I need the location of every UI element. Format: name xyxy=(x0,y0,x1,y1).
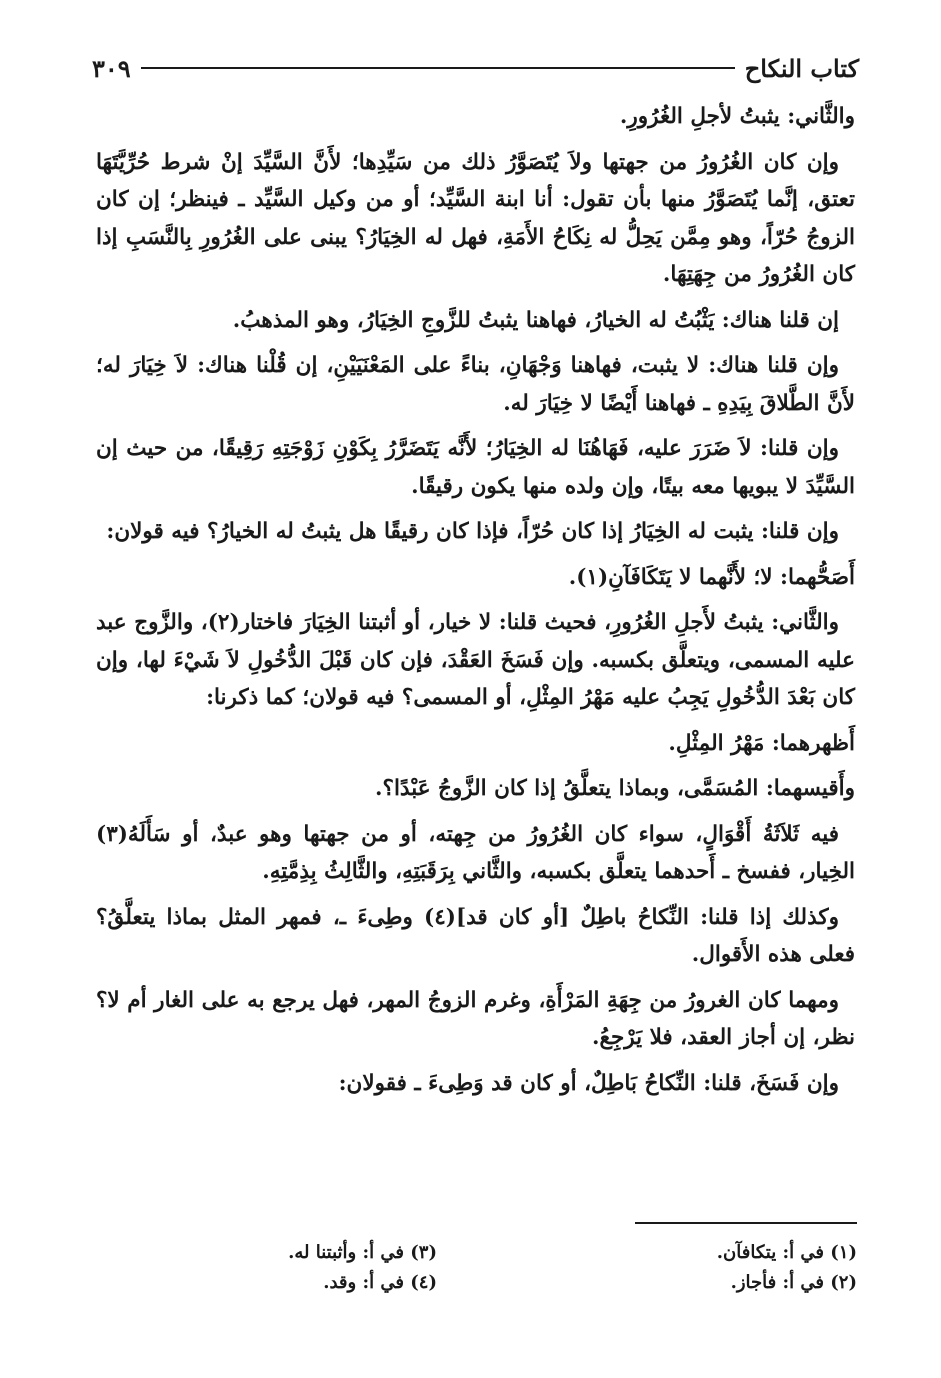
footnotes-left-column xyxy=(137,1238,437,1298)
footnote: (٣) في أ: وأثبتنا له. xyxy=(288,1242,437,1263)
paragraph: وإن فَسَخَ، قلنا: النِّكاحُ بَاطِلٌ، أو كان قد وَطِىءَ ـ فقولان: xyxy=(338,1070,839,1096)
paragraph: ومهما كان الغرورُ من جِهَةِ المَرْأَةِ، وغرم الزوجُ المهر، فهل يرجع به على الغار أم لا؟ نظر، إن أجاز العقد، فلا يَرْجِعُ. xyxy=(96,987,855,1050)
chapter-title: كتاب النكاح xyxy=(744,53,859,83)
paragraph: والثَّاني: يثبتُ لأَجلِ الغُرُورِ، فحيث قلنا: لا خيار، أو أثبتنا الخِيَارَ فاختار(٢)، والزَّوج عبد عليه المسمى، ويتعلَّق بكسبه. وإن فَسَخَ العَقْدَ، فإن كان قَبْلَ الدُّخُولِ لاَ شَيْءَ لها، وإن كان بَعْدَ الدُّخُولِ يَجِبُ عليه مَهْرُ المِثْلِ، أو المسمى؟ فيه قولان؛ كما ذكرنا: xyxy=(96,610,855,710)
paragraph: فيه ثَلاَثَةُ أَقْوَالٍ، سواء كان الغُرُورُ من جِهته، أو من جهتها وهو عبدٌ، أو سَأَلَهُ(٣) الخِيار، ففسخ ـ أَحدهما يتعلَّق بكسبه، والثَّاني بِرَقَبَتِهِ، والثَّالِثُ بِذِمَّتِهِ. xyxy=(96,821,855,884)
main-text xyxy=(96,98,855,1110)
footnote: (٤) في أ: وقد. xyxy=(323,1272,437,1293)
paragraph: وإن قلنا هناك: لا يثبت، فهاهنا وَجْهَانِ، بناءً على المَعْنَيَيْنِ، إن قُلْنا هناك: لاَ خِيَارَ له؛ لأَنَّ الطَّلاقَ بِيَدِهِ ـ فهاهنا أَيْضًا لا خِيَارَ له. xyxy=(96,353,855,416)
paragraph: أَظهرهما: مَهْرُ المِثْلِ. xyxy=(668,730,855,756)
paragraph: أَصَحُّهما: لا؛ لأَنَّهما لا يَتَكَافَآنِ(١). xyxy=(568,564,855,590)
running-header xyxy=(92,48,859,88)
paragraph: وإن كان الغُرُورُ من جهتها ولاَ يُتَصَوَّرُ ذلك من سَيِّدِها؛ لأَنَّ السَّيِّدَ إنْ شرط حُرِّيَّتَهَا تعتق، إنَّما يُتَصَوَّرُ منها بأن تقول: أنا ابنة السَّيِّد؛ أو من وكيل السَّيِّد ـ فينظر؛ إن كان الزوجُ حُرّاً، وهو مِمَّن يَحِلُّ له نِكَاحُ الأَمَةِ، فهل له الخِيَارُ؟ يبنى على الغُرُورِ بِالنَّسَبِ إذا كان الغُرُورُ من جِهَتِهَا. xyxy=(96,149,855,287)
paragraph: وأَقيسهما: المُسَمَّى، وبماذا يتعلَّقُ إذا كان الزَّوجُ عَبْدًا؟. xyxy=(375,776,855,801)
page-number: ٣٠٩ xyxy=(92,53,131,83)
footnote-separator xyxy=(635,1222,857,1224)
paragraph: والثَّاني: يثبتُ لأجلِ الغُرُورِ. xyxy=(619,104,855,129)
paragraph: إن قلنا هناك: يَثْبُتُ له الخيارُ، فهاهنا يثبتُ للزَّوجِ الخِيَارُ، وهو المذهبُ. xyxy=(232,307,839,333)
paragraph: وكذلك إذا قلنا: النِّكاحُ باطِلٌ [أو كان قد](٤) وطِىءَ ـ، فمهر المثل بماذا يتعلَّقُ؟ فعلى هذه الأَقوال. xyxy=(96,904,855,967)
paragraph: وإن قلنا: لاَ ضَرَرَ عليه، فَهَاهُنَا له الخِيَارُ؛ لأَنَّه يَتَضَرَّرُ بِكَوْنِ زَوْجَتِهِ رَقِيقًا، من حيث إن السَّيِّدَ لا يبويها معه بيتًا، وإن ولده منها يكون رقيقًا. xyxy=(96,436,855,499)
footnote: (١) في أ: يتكافآن. xyxy=(716,1242,857,1263)
paragraph: وإن قلنا: يثبت له الخِيَارُ إذا كان حُرّاً، فإذا كان رقيقًا هل يثبتُ له الخيارُ؟ فيه قولان: xyxy=(106,519,839,544)
header-rule xyxy=(141,67,735,69)
footnote: (٢) في أ: فأجاز. xyxy=(730,1272,857,1293)
footnotes xyxy=(96,1238,857,1318)
footnotes-right-column xyxy=(557,1238,857,1298)
